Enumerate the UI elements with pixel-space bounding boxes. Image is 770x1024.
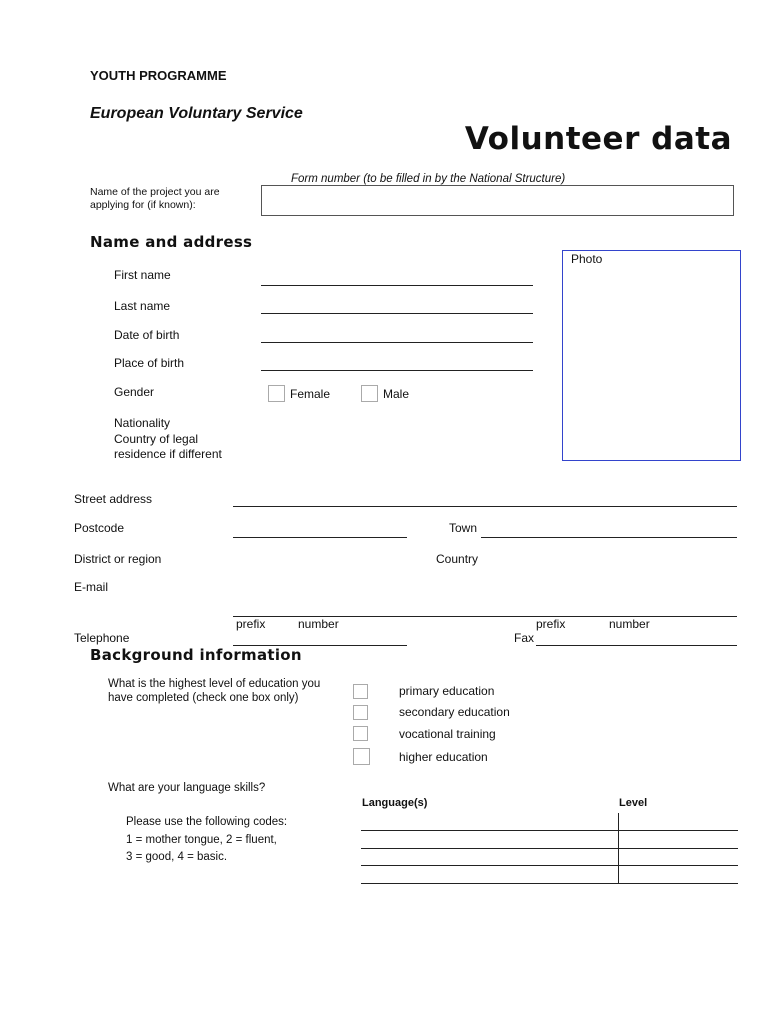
- education-question-line1: What is the highest level of education you: [108, 678, 321, 690]
- last-name-field[interactable]: [261, 313, 533, 314]
- language-question: What are your language skills?: [108, 782, 266, 794]
- vocational-training-checkbox[interactable]: [353, 726, 368, 741]
- secondary-education-label: secondary education: [399, 705, 510, 719]
- fax-label: Fax: [514, 631, 535, 645]
- codes-line1: Please use the following codes:: [126, 816, 288, 828]
- email-label: E-mail: [74, 580, 109, 594]
- language-row-2[interactable]: [361, 848, 738, 849]
- form-number-label: Form number (to be filled in by the National Structure): [291, 173, 566, 185]
- codes-line2: 1 = mother tongue, 2 = fluent,: [126, 833, 277, 846]
- language-column-header: Language(s): [362, 797, 428, 809]
- photo-label: Photo: [571, 252, 603, 266]
- language-codes-note: [126, 814, 287, 867]
- page-title: Volunteer data: [464, 121, 732, 157]
- tel-prefix-label: prefix: [236, 617, 266, 631]
- country-label: Country: [436, 552, 479, 566]
- male-checkbox[interactable]: [361, 385, 378, 402]
- legal-residence-label: [114, 432, 222, 462]
- nationality-label: Nationality: [114, 416, 171, 430]
- tel-number-label: number: [298, 617, 339, 631]
- fax-number-label: number: [609, 617, 650, 631]
- street-field[interactable]: [233, 506, 737, 507]
- language-row-3[interactable]: [361, 865, 738, 866]
- place-of-birth-label: Place of birth: [114, 356, 185, 370]
- primary-education-label: primary education: [399, 684, 495, 698]
- legal-residence-line2: residence if different: [114, 447, 222, 461]
- project-name-label: [90, 186, 220, 212]
- project-name-label-line2: applying for (if known):: [90, 199, 196, 211]
- street-label: Street address: [74, 492, 153, 506]
- place-of-birth-field[interactable]: [261, 370, 533, 371]
- legal-residence-line1: Country of legal: [114, 432, 199, 446]
- codes-line3: 3 = good, 4 = basic.: [126, 851, 228, 863]
- project-name-label-line1: Name of the project you are: [90, 186, 220, 198]
- town-label: Town: [449, 521, 478, 535]
- language-row-4[interactable]: [361, 883, 738, 884]
- fax-field[interactable]: [536, 645, 737, 646]
- female-label: Female: [290, 387, 331, 401]
- programme-label: YOUTH PROGRAMME: [90, 68, 227, 83]
- name-address-heading: Name and address: [90, 233, 253, 251]
- fax-prefix-label: prefix: [536, 617, 566, 631]
- higher-education-checkbox[interactable]: [353, 748, 370, 765]
- telephone-label: Telephone: [74, 631, 130, 645]
- vocational-training-label: vocational training: [399, 727, 496, 741]
- education-question: [108, 677, 320, 705]
- date-of-birth-label: Date of birth: [114, 328, 180, 342]
- secondary-education-checkbox[interactable]: [353, 705, 368, 720]
- district-label: District or region: [74, 552, 162, 566]
- postcode-field[interactable]: [233, 537, 407, 538]
- first-name-label: First name: [114, 268, 171, 282]
- female-checkbox[interactable]: [268, 385, 285, 402]
- higher-education-label: higher education: [399, 750, 488, 764]
- gender-label: Gender: [114, 385, 155, 399]
- project-name-field[interactable]: [261, 185, 734, 216]
- date-of-birth-field[interactable]: [261, 342, 533, 343]
- postcode-label: Postcode: [74, 521, 125, 535]
- level-column-header: Level: [619, 797, 648, 809]
- background-heading: Background information: [90, 646, 302, 664]
- evs-subtitle: European Voluntary Service: [90, 105, 303, 122]
- last-name-label: Last name: [114, 299, 171, 313]
- language-row-1[interactable]: [361, 830, 738, 831]
- primary-education-checkbox[interactable]: [353, 684, 368, 699]
- town-field[interactable]: [481, 537, 737, 538]
- photo-box[interactable]: [562, 250, 741, 461]
- male-label: Male: [383, 387, 410, 401]
- education-question-line2: have completed (check one box only): [108, 692, 299, 704]
- first-name-field[interactable]: [261, 285, 533, 286]
